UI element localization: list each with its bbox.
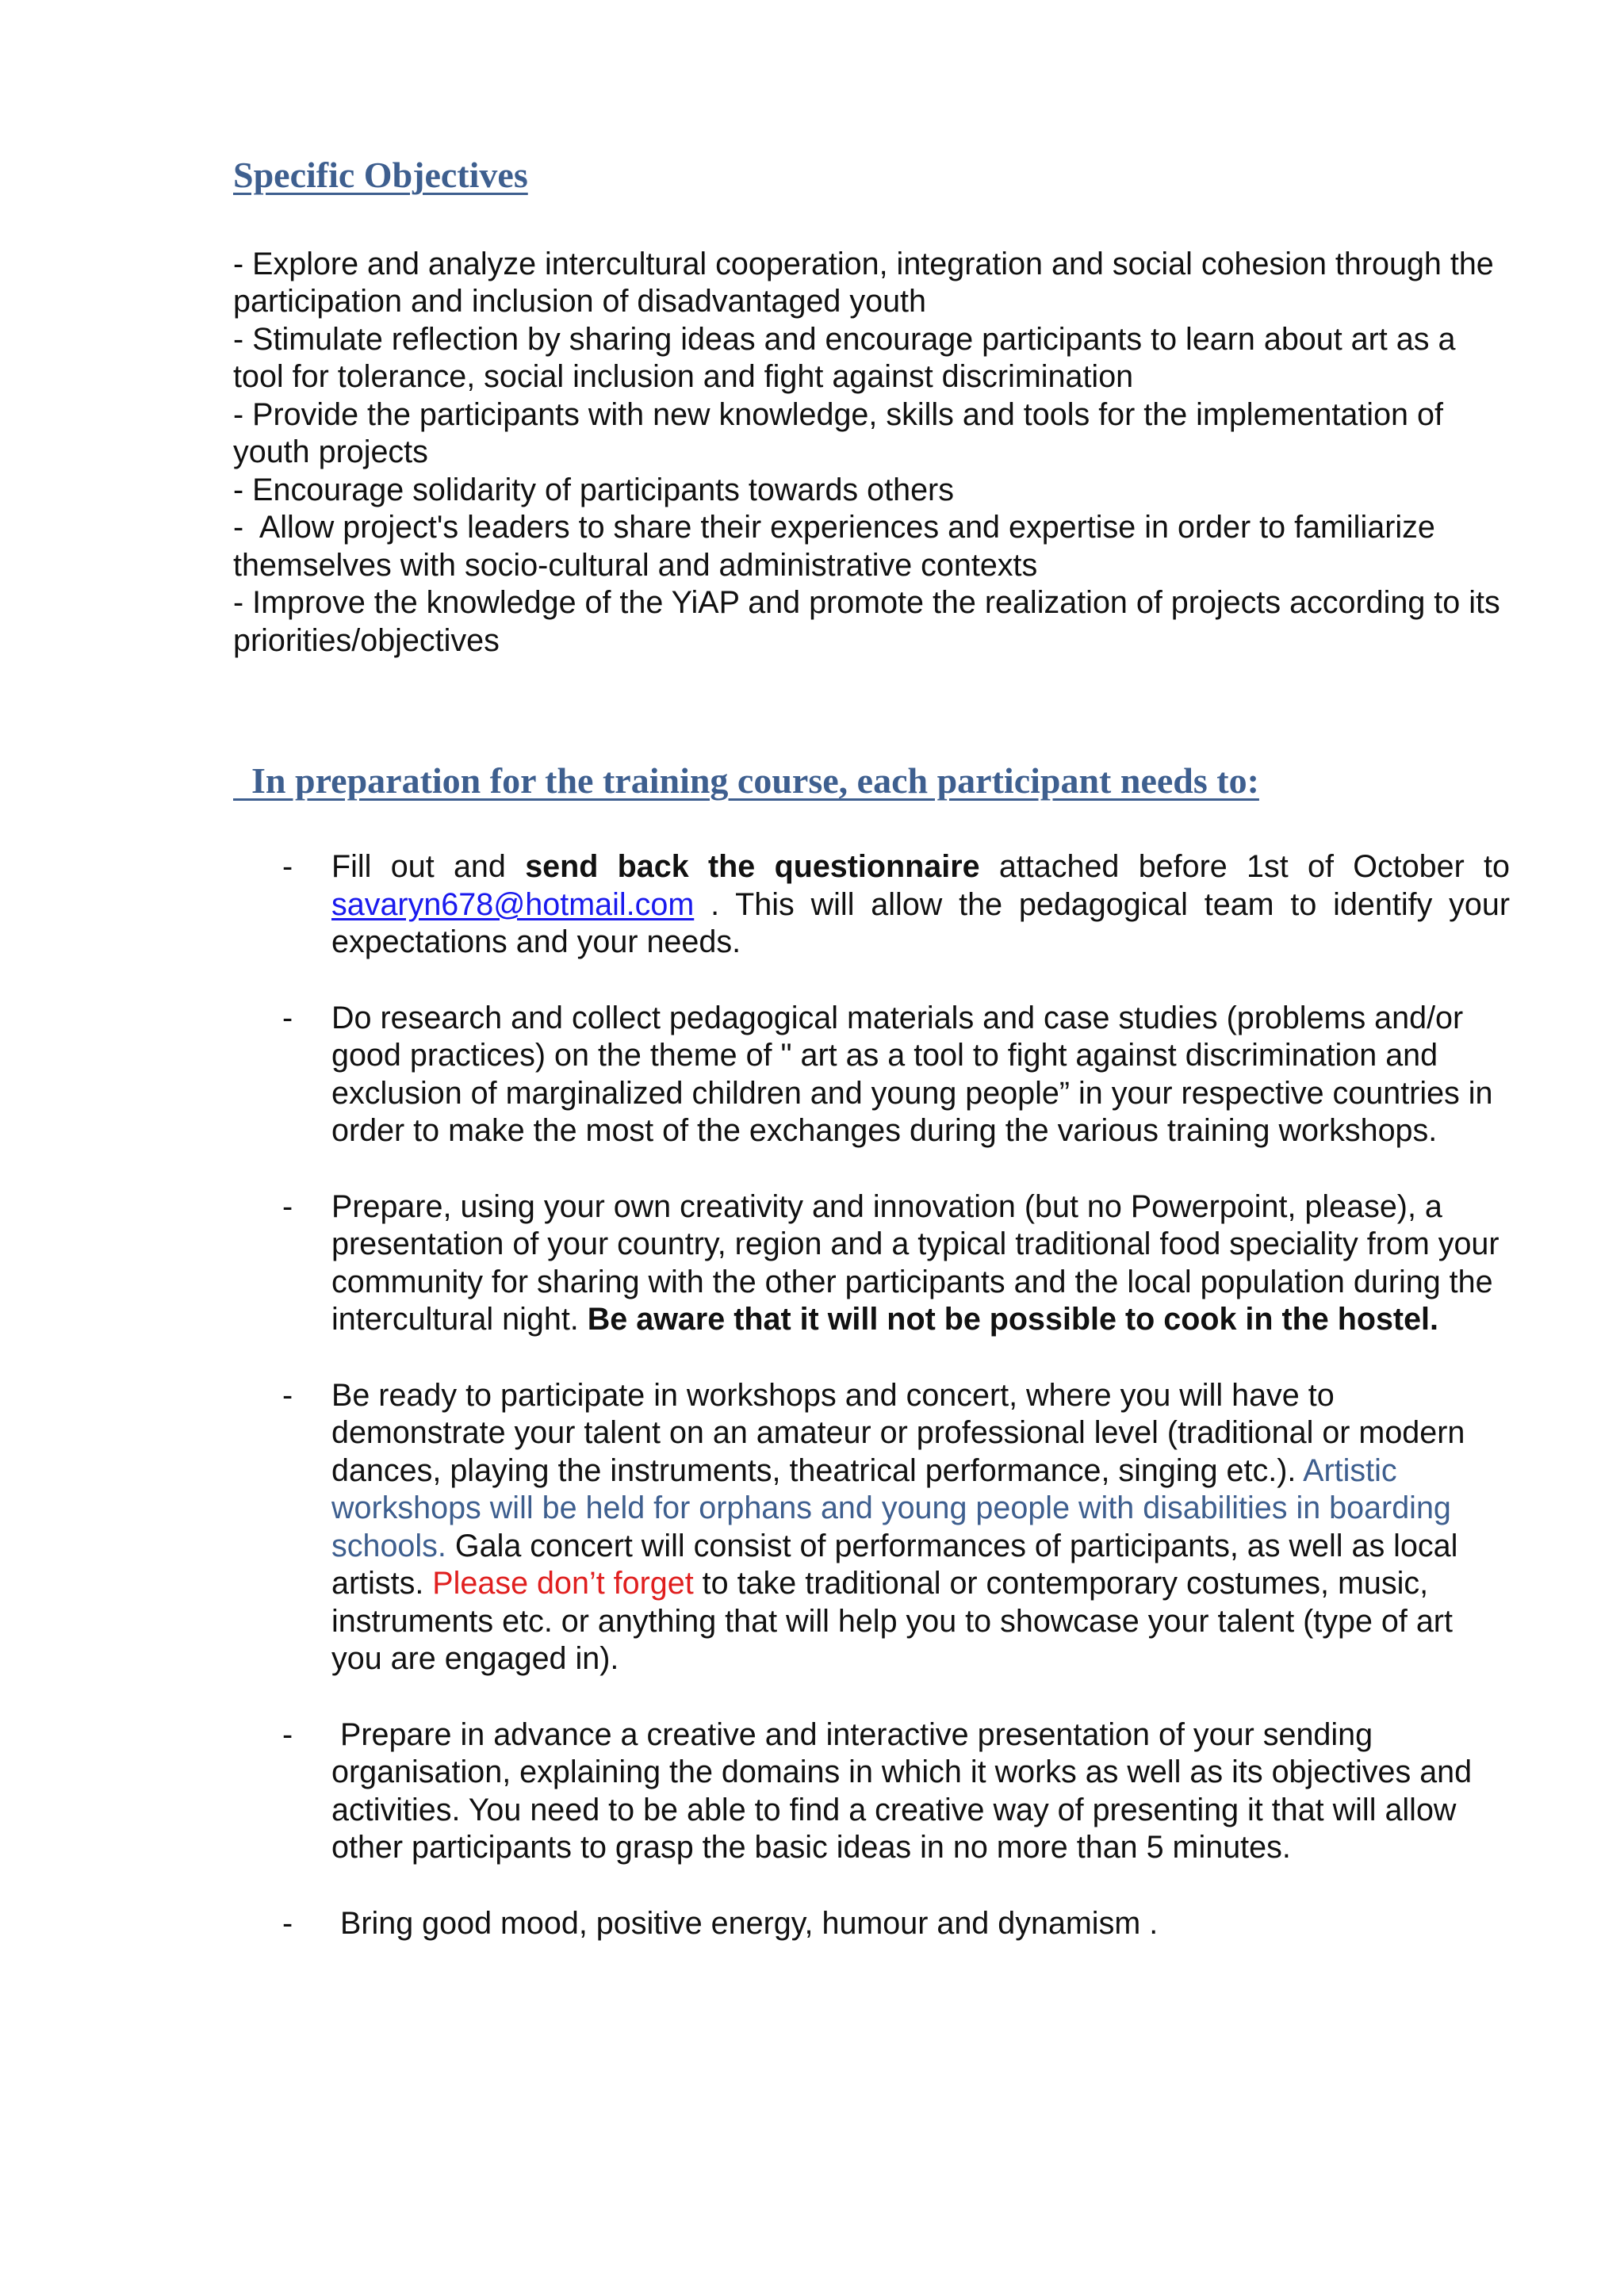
- list-dash: -: [282, 1377, 293, 1413]
- list-item: [233, 848, 1510, 962]
- text-fragment: . This will allow the pedagogical team to identify your expectations and your needs.: [331, 886, 1510, 960]
- item-questionnaire-text: [331, 848, 1510, 962]
- text-fragment: Bring good mood, positive energy, humour and dynamism .: [339, 1905, 1159, 1941]
- list-item: [233, 1188, 1510, 1339]
- list-dash: -: [282, 1905, 293, 1941]
- objective-item: - Allow project's leaders to share their experiences and expertise in order to familiarize themselves with socio-cultural and administrative contexts: [233, 510, 1444, 583]
- preparation-list: [233, 848, 1510, 1942]
- page-content: [233, 155, 1510, 1980]
- list-dash: -: [282, 1716, 293, 1752]
- objective-item: - Improve the knowledge of the YiAP and promote the realization of projects according to its priorities/objectives: [233, 585, 1509, 658]
- objectives-list: [233, 246, 1510, 660]
- objective-item: - Stimulate reflection by sharing ideas and encourage participants to learn about art as a tool for tolerance, social inclusion and fight against discrimination: [233, 321, 1465, 395]
- list-dash: -: [282, 1188, 293, 1224]
- text-fragment: Be ready to participate in workshops and concert, where you will have to demonstrate your talent on an amateur or professional level (traditional or modern dances, playing the instruments, theatrical performance, singing etc.).: [331, 1377, 1465, 1488]
- list-item: [233, 1716, 1510, 1867]
- item-research-text: Do research and collect pedagogical materials and case studies (problems and/or good practices) on the theme of " art as a tool to fight against discrimination and exclusion of marginalized children and young people” in your respective countries in order to make the most of the exchanges during the various training workshops.: [331, 1000, 1493, 1149]
- list-dash: -: [282, 849, 293, 885]
- list-item: [233, 1905, 1510, 1943]
- item-presentation-text: [331, 1188, 1510, 1339]
- bold-text: Be aware that it will not be possible to cook in the hostel.: [587, 1302, 1438, 1337]
- objectives-heading: Specific Objectives: [233, 155, 528, 195]
- list-item: [233, 1000, 1510, 1150]
- highlight-blue-text: Artistic workshops will be held for orphans and young people with disabilities in boarding schools.: [331, 1452, 1451, 1563]
- text-fragment: attached before 1st of October to: [979, 849, 1510, 885]
- text-fragment: Fill out and: [331, 849, 526, 885]
- text-fragment: Prepare in advance a creative and interactive presentation of your sending organisation, explaining the domains in which it works as well as its objectives and activities. You need to be able to find a creative way of presenting it that will allow other participants to grasp the basic ideas in no more than 5 minutes.: [331, 1716, 1473, 1866]
- text-fragment: Gala concert will consist of performances of participants, as well as local artists.: [331, 1528, 1458, 1601]
- bold-text: send back the questionnaire: [525, 849, 980, 885]
- highlight-red-text: Please don’t forget: [432, 1566, 694, 1601]
- text-fragment: to take traditional or contemporary costumes, music, instruments etc. or anything that will help you to showcase your talent (type of art you are engaged in).: [331, 1566, 1453, 1677]
- preparation-heading: In preparation for the training course, each participant needs to:: [233, 760, 1259, 802]
- list-item: [233, 1377, 1510, 1678]
- item-workshops-text: [331, 1377, 1510, 1678]
- list-dash: -: [282, 1000, 293, 1035]
- item-organisation-text: [331, 1716, 1510, 1867]
- item-mood-text: [331, 1905, 1510, 1943]
- email-link[interactable]: savaryn678@hotmail.com: [331, 886, 695, 922]
- objective-item: - Explore and analyze intercultural cooperation, integration and social cohesion through the participation and inclusion of disadvantaged youth: [233, 246, 1503, 320]
- objective-item: - Provide the participants with new knowledge, skills and tools for the implementation of youth projects: [233, 396, 1452, 470]
- objective-item: - Encourage solidarity of participants towards others: [233, 472, 954, 507]
- text-fragment: Prepare, using your own creativity and innovation (but no Powerpoint, please), a presentation of your country, region and a typical traditional food speciality from your community for sharing with the other participants and the local population during the intercultural night.: [331, 1188, 1500, 1337]
